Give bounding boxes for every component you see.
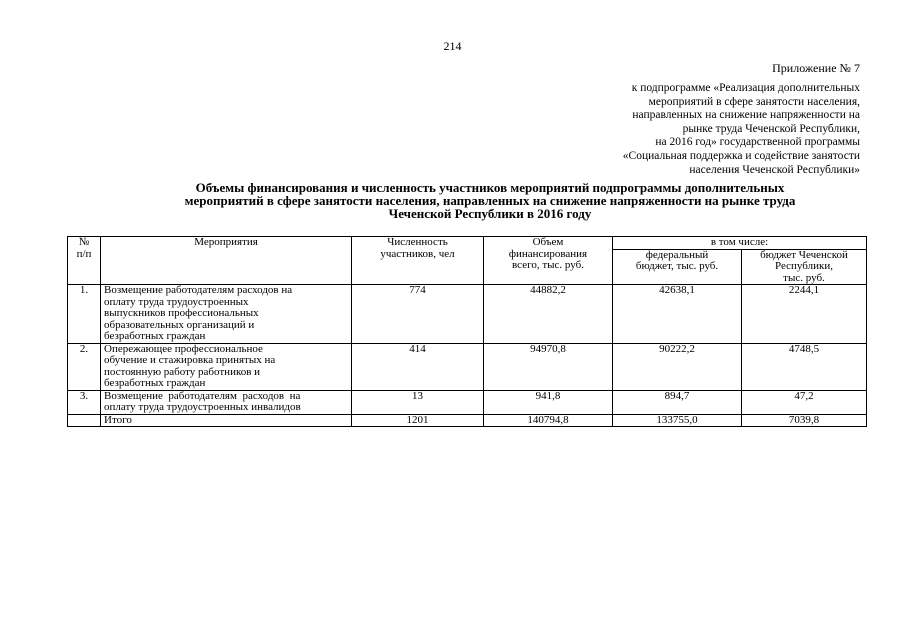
row-activity-line: образовательных организаций и [104,318,255,331]
row-num: 2. [68,343,101,390]
row-total: 941,8 [484,390,613,414]
page-number: 214 [443,39,462,53]
row-activity-line: оплату труда трудоустроенных инвалидов [104,401,301,413]
header-regional [742,249,867,285]
appendix-note-line: населения Чеченской Республики» [689,163,860,176]
total-label: Итого [101,414,352,427]
title-line: Объемы финансирования и численность участников мероприятий подпрограммы дополнительных [195,180,785,195]
row-num: 3. [68,390,101,414]
header-regional-line: бюджет Чеченской [760,248,848,261]
header-participants-line: Численность [387,236,448,248]
row-regional: 2244,1 [742,285,867,344]
header-participants-line: участников, чел [380,247,455,260]
row-activity-line: постоянную работу работников и [104,365,261,378]
row-total: 44882,2 [484,285,613,344]
header-federal [613,249,742,285]
appendix-label: Приложение № 7 [772,61,860,75]
table-row [68,285,867,344]
row-activity [101,343,352,390]
row-participants: 13 [352,390,484,414]
header-num-line: п/п [76,247,92,260]
row-num: 1. [68,285,101,344]
row-total: 94970,8 [484,343,613,390]
header-total-financing [484,237,613,285]
row-activity [101,285,352,344]
row-activity-line: Возмещение работодателям расходов на [104,284,293,296]
header-regional-line: тыс. руб. [783,271,825,284]
total-participants: 1201 [352,414,484,427]
total-num [68,414,101,427]
appendix-note-line: на 2016 год» государственной программы [655,136,860,149]
row-federal: 90222,2 [613,343,742,390]
financing-table [67,236,867,427]
row-activity [101,390,352,414]
row-activity-line: безработных граждан [104,330,206,342]
appendix-note-line: к подпрограмме «Реализация дополнительных [631,82,860,94]
header-activity: Мероприятия [101,237,352,285]
table-total-row [68,414,867,427]
header-federal-line: федеральный [645,248,709,261]
appendix-note [560,82,860,177]
row-activity-line: Опережающее профессиональное [104,342,263,355]
table-row [68,390,867,414]
appendix-note-line: направленных на снижение напряженности на [632,109,860,122]
row-regional: 4748,5 [742,343,867,390]
row-activity-line: оплату труда трудоустроенных [104,295,249,308]
header-total-line: Объем [532,236,564,248]
header-federal-line: бюджет, тыс. руб. [635,260,719,272]
table-header-row [68,237,867,250]
title-line: мероприятий в сфере занятости населения, направленных на снижение напряженности на рынке труда [184,193,796,208]
table-row [68,343,867,390]
header-total-line: всего, тыс. руб. [512,259,584,271]
title-line: Чеченской Республики в 2016 году [388,206,592,221]
total-financing: 140794,8 [484,414,613,427]
total-federal: 133755,0 [613,414,742,427]
header-num [68,237,101,285]
row-activity-line: обучение и стажировка принятых на [104,354,276,366]
row-activity-line: безработных граждан [104,377,206,389]
row-activity-line: выпускников профессиональных [104,307,259,319]
row-federal: 894,7 [613,390,742,414]
document-title [120,181,860,220]
appendix-note-line: рынке труда Чеченской Республики, [682,122,860,135]
row-activity-line: Возмещение работодателям расходов на [104,389,301,402]
row-regional: 47,2 [742,390,867,414]
row-participants: 774 [352,285,484,344]
total-regional: 7039,8 [742,414,867,427]
appendix-note-line: мероприятий в сфере занятости населения, [648,95,860,108]
header-num-line: № [78,236,90,248]
row-federal: 42638,1 [613,285,742,344]
header-including: в том числе: [613,237,867,250]
appendix-note-line: «Социальная поддержка и содействие занятости [622,149,860,162]
row-participants: 414 [352,343,484,390]
header-total-line: финансирования [508,247,588,260]
header-participants [352,237,484,285]
header-regional-line: Республики, [775,260,833,272]
